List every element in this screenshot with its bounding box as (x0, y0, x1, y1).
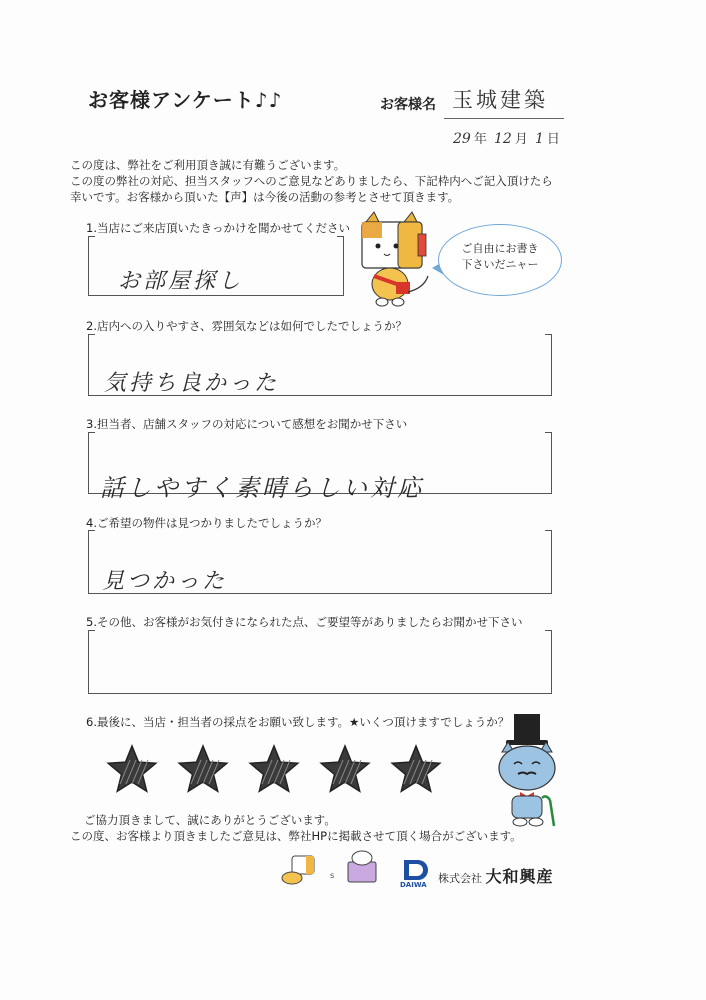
intro-text (70, 157, 630, 205)
question-5-label: 5.その他、お客様がお気付きになられた点、ご要望等がありましたらお聞かせ下さい (86, 615, 523, 629)
company-main-name: 大和興産 (485, 867, 554, 886)
answer-box-2 (88, 334, 552, 396)
date-day: 1 (534, 131, 544, 147)
closing-text (70, 812, 522, 844)
daiwa-logo-icon (400, 858, 434, 888)
bubble-line: ご自由にお書き (461, 242, 539, 255)
svg-text:s: s (330, 871, 335, 880)
question-6-label: 6.最後に、当店・担当者の採点をお願い致します。★いくつ頂けますでしょうか？ (86, 715, 510, 729)
answer-box-3 (88, 432, 552, 502)
answer-box-4 (88, 530, 552, 594)
bubble-line: 下さいだニャー (461, 258, 539, 271)
closing-line: ご協力頂きまして、誠にありがとうございます。 (84, 813, 336, 827)
speech-bubble (438, 224, 562, 296)
intro-line: 幸いです。お客様から頂いた【声】は今後の活動の参考とさせて頂きます。 (70, 190, 460, 204)
star-5-icon (390, 744, 442, 796)
customer-name-label: お客様名 (380, 97, 436, 113)
svg-text:DAIWA: DAIWA (400, 881, 427, 888)
footer-mascots-icon (272, 848, 382, 888)
intro-line: この度は、弊社をご利用頂き誠に有難うございます。 (70, 158, 346, 172)
intro-line: この度の弊社の対応、担当スタッフへのご意見などありましたら、下記枠内へご記入頂けたら (70, 174, 553, 188)
page-title: お客様アンケート♪♪ (88, 88, 283, 112)
closing-line: この度、お客様より頂きましたご意見は、弊社HPに掲載させて頂く場合がございます。 (70, 829, 522, 843)
star-1-icon (106, 744, 158, 796)
answer-box-1 (88, 236, 344, 296)
answer-1: お部屋探し (118, 269, 244, 294)
date-month: 12 (493, 131, 512, 147)
answer-3: 話しやすく素晴らしい対応 (100, 474, 424, 502)
star-3-icon (248, 744, 300, 796)
question-2-label: 2.店内への入りやすさ、雰囲気などは如何でしたでしょうか？ (86, 319, 408, 333)
date-year-unit: 年 (473, 132, 487, 147)
date (450, 128, 560, 147)
cat-mascot-icon (352, 210, 436, 310)
company-prefix: 株式会社 (438, 872, 482, 885)
date-year: 29 (453, 131, 471, 147)
answer-4: 見つかった (102, 569, 228, 594)
question-4-label: 4.ご希望の物件は見つかりましたでしょうか？ (86, 516, 327, 530)
customer-name-underline (444, 118, 564, 119)
answer-2: 気持ち良かった (104, 371, 280, 396)
date-month-unit: 月 (514, 132, 528, 147)
customer-name-value: 玉城建築 (452, 88, 548, 112)
star-2-icon (177, 744, 229, 796)
date-day-unit: 日 (546, 132, 560, 147)
company-name (438, 864, 554, 887)
answer-box-5 (88, 630, 552, 694)
star-4-icon (319, 744, 371, 796)
question-3-label: 3.担当者、店舗スタッフの対応について感想をお聞かせ下さい (86, 417, 408, 431)
question-1-label: 1.当店にご来店頂いたきっかけを聞かせてください (86, 221, 350, 235)
